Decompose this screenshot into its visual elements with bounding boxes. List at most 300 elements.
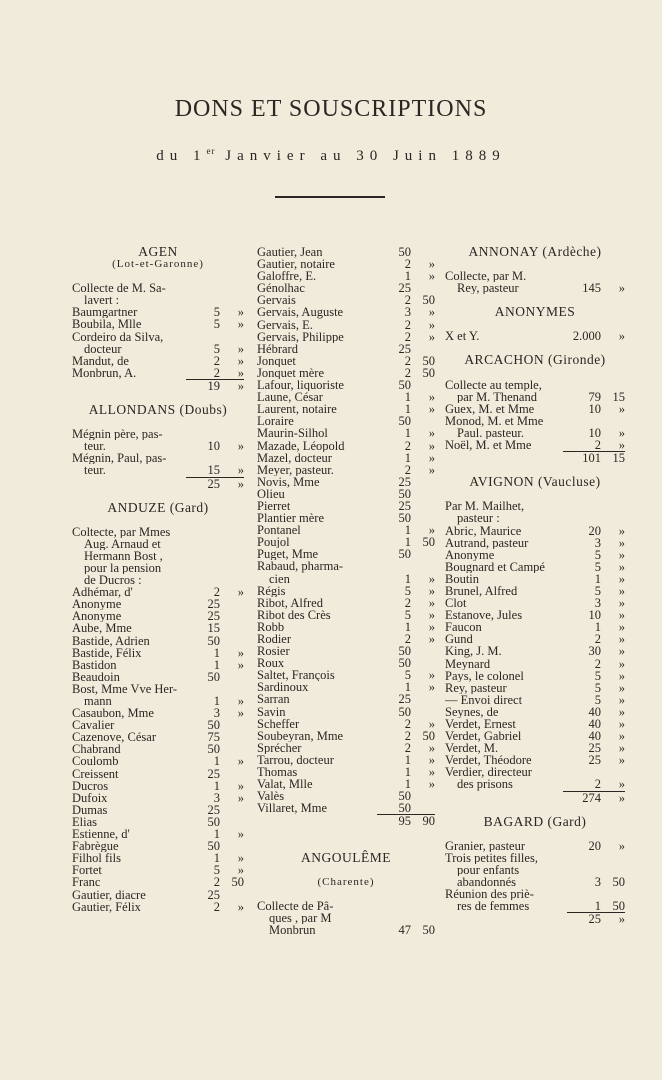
donor-name: Réunion des priè- — [445, 888, 534, 901]
amount-centimes: » — [618, 729, 625, 744]
amount-centimes: » — [237, 827, 244, 842]
amount-francs: 5 — [404, 668, 411, 683]
amount-centimes — [411, 476, 435, 488]
donor-name: Ribot, Alfred — [257, 596, 323, 609]
donor-row — [445, 840, 625, 852]
donor-name: Laune, César — [257, 391, 323, 404]
amount-centimes: » — [237, 378, 244, 393]
amount-francs: 2 — [404, 438, 411, 453]
amount-francs: 1 — [213, 694, 220, 708]
amount-francs: 2 — [213, 365, 220, 380]
spacer — [72, 270, 244, 282]
donor-name — [445, 913, 571, 925]
donor-name: Anonyme — [72, 610, 122, 623]
amount-centimes: » — [618, 790, 625, 805]
donor-row — [445, 500, 625, 512]
amount-centimes — [601, 852, 625, 864]
donor-row — [445, 282, 625, 294]
amount-francs: 5 — [594, 559, 601, 574]
donor-row — [257, 548, 435, 560]
amount-centimes — [220, 562, 244, 574]
amount-francs: 25 — [207, 597, 220, 612]
amount-francs: 30 — [588, 644, 601, 659]
donor-name: Estienne, d' — [72, 828, 130, 841]
donor-name: Roux — [257, 657, 285, 670]
amount-centimes: » — [618, 596, 625, 611]
amount-francs: 1 — [404, 269, 411, 284]
donor-name: Gervais, Auguste — [257, 306, 344, 319]
amount-francs: 75 — [207, 730, 220, 745]
amount-francs: 25 — [588, 753, 601, 768]
donor-row — [257, 319, 435, 331]
donor-name: Gautier, diacre — [72, 888, 146, 901]
donor-name: docteur — [84, 342, 122, 355]
amount-francs — [381, 900, 411, 912]
donor-name: pour la pension — [84, 561, 162, 575]
amount-francs: 50 — [207, 669, 220, 684]
amount-centimes: » — [428, 777, 435, 792]
amount-centimes: » — [618, 644, 625, 659]
donor-row — [445, 549, 625, 561]
spacer — [72, 416, 244, 428]
amount-francs: 1 — [404, 765, 411, 780]
amount-francs: 25 — [398, 474, 411, 489]
donor-name: Cazenove, César — [72, 731, 156, 744]
donor-row — [445, 682, 625, 694]
amount-francs: 50 — [207, 742, 220, 757]
donor-name: Monod, M. et Mme — [445, 414, 544, 427]
amount-centimes: » — [428, 305, 435, 320]
section-heading: AGEN — [138, 244, 178, 259]
subtitle-sup: er — [206, 146, 216, 156]
donor-name: Jonquet mère — [257, 366, 324, 380]
amount-centimes: 15 — [612, 389, 625, 404]
donor-name: Beaudoin — [72, 670, 120, 683]
amount-francs: 50 — [398, 704, 411, 719]
amount-centimes — [220, 331, 244, 343]
donor-name — [257, 815, 381, 827]
donor-row — [72, 622, 244, 634]
amount-francs: 2 — [594, 656, 601, 671]
donor-name: Gervais, E. — [257, 318, 313, 331]
donor-name: ques , par M — [269, 911, 332, 924]
spacer — [445, 367, 625, 379]
amount-centimes: » — [428, 752, 435, 767]
donor-row — [72, 901, 244, 913]
donor-name: Chabrand — [72, 743, 121, 756]
donor-name: Elias — [72, 815, 97, 829]
amount-centimes — [411, 560, 435, 572]
subtitle-post: Janvier au 30 Juin 1889 — [215, 148, 506, 164]
donor-row — [257, 464, 435, 476]
amount-centimes: » — [237, 899, 244, 914]
amount-francs: 25 — [207, 802, 220, 817]
donor-name: Loraire — [257, 415, 294, 428]
amount-francs — [571, 852, 601, 864]
donor-name: Trois petites filles, — [445, 851, 538, 864]
amount-francs: 25 — [207, 609, 220, 624]
amount-francs: 101 — [582, 451, 601, 466]
donor-row — [72, 282, 244, 294]
donor-row — [445, 778, 625, 790]
amount-francs: 5 — [213, 317, 220, 332]
donor-name: King, J. M. — [445, 645, 502, 658]
spacer — [257, 888, 435, 900]
amount-centimes: » — [618, 559, 625, 574]
donor-row — [445, 525, 625, 537]
donor-name: Bastide, Adrien — [72, 634, 150, 647]
donor-row — [72, 755, 244, 767]
donor-row — [72, 464, 244, 476]
donor-name: Noël, M. et Mme — [445, 439, 532, 452]
title-rule — [275, 196, 385, 198]
amount-centimes — [220, 598, 244, 610]
amount-centimes — [220, 610, 244, 622]
amount-francs: 15 — [207, 463, 220, 478]
donor-name: Franc — [72, 876, 101, 889]
total-row — [445, 913, 625, 925]
donor-name: Verdet, Ernest — [445, 718, 516, 731]
amount-centimes: » — [237, 365, 244, 380]
donor-row — [257, 597, 435, 609]
amount-francs: 2 — [404, 317, 411, 332]
donor-row — [72, 889, 244, 901]
donor-name: Valès — [257, 790, 285, 803]
amount-francs: 50 — [398, 801, 411, 816]
donor-row — [445, 379, 625, 391]
amount-centimes: » — [428, 571, 435, 586]
amount-francs: 2 — [213, 353, 220, 368]
amount-centimes: » — [618, 704, 625, 719]
donor-name: Dumas — [72, 803, 108, 816]
donor-name: Hermann Bost , — [84, 549, 163, 562]
donor-name: Soubeyran, Mme — [257, 729, 344, 742]
amount-centimes: » — [618, 753, 625, 768]
donor-name: Jonquet — [257, 354, 296, 367]
amount-francs: 25 — [588, 912, 601, 927]
amount-centimes: » — [618, 717, 625, 731]
donor-name: Hébrard — [257, 342, 298, 355]
amount-francs: 145 — [582, 281, 601, 296]
donor-name: Rey, pasteur — [445, 681, 507, 694]
total-row — [72, 380, 244, 392]
amount-francs: 50 — [398, 245, 411, 259]
page-subtitle — [0, 146, 662, 165]
column-1 — [72, 246, 244, 913]
amount-centimes: » — [237, 305, 244, 320]
donor-name: Mégnin, Paul, pas- — [72, 452, 167, 465]
amount-francs: 50 — [398, 486, 411, 501]
donor-name: Filhol fils — [72, 852, 121, 865]
amount-centimes: » — [428, 390, 435, 405]
amount-centimes: » — [428, 740, 435, 755]
amount-centimes — [411, 645, 435, 657]
donor-row — [445, 537, 625, 549]
donor-row — [445, 330, 625, 342]
donor-name: Mandut, de — [72, 354, 129, 367]
donor-row — [257, 706, 435, 718]
amount-francs: 10 — [588, 425, 601, 440]
donor-row — [72, 550, 244, 562]
donor-name: Mazade, Léopold — [257, 439, 345, 452]
donor-row — [257, 802, 435, 814]
page-title: DONS ET SOUSCRIPTIONS — [174, 96, 488, 122]
total-row — [445, 792, 625, 804]
amount-francs: 50 — [398, 644, 411, 659]
donor-name: Laurent, notaire — [257, 403, 337, 416]
column-2 — [257, 246, 435, 936]
amount-centimes: » — [618, 583, 625, 598]
donor-name: Rabaud, pharma- — [257, 560, 344, 573]
amount-francs: 1 — [404, 390, 411, 405]
spacer — [445, 258, 625, 270]
amount-centimes: » — [428, 595, 435, 610]
amount-centimes: » — [237, 341, 244, 356]
donor-name: Paul. pasteur. — [457, 426, 525, 440]
donor-row — [445, 403, 625, 415]
donor-name: pour enfants — [457, 863, 520, 877]
amount-francs: 25 — [398, 498, 411, 513]
donor-name: Verdier, directeur — [445, 766, 532, 779]
donor-name: Plantier mère — [257, 512, 324, 525]
amount-centimes: » — [618, 632, 625, 647]
donor-name — [445, 792, 571, 804]
amount-centimes: » — [237, 476, 244, 491]
amount-centimes: 50 — [612, 899, 625, 914]
donor-name: Gautier, Félix — [72, 900, 141, 913]
amount-francs: 1 — [213, 851, 220, 866]
amount-centimes — [220, 538, 244, 550]
amount-centimes: » — [428, 583, 435, 598]
amount-francs: 3 — [594, 875, 601, 890]
amount-centimes: » — [428, 680, 435, 695]
amount-francs: 5 — [594, 547, 601, 562]
donor-name: Tarrou, docteur — [257, 753, 334, 767]
amount-centimes: » — [618, 547, 625, 562]
amount-centimes: » — [237, 790, 244, 805]
donor-name: Bastidon — [72, 658, 117, 671]
donor-name: res de femmes — [457, 900, 530, 913]
donor-name: X et Y. — [445, 330, 480, 343]
amount-francs: 3 — [213, 706, 220, 721]
amount-francs: 2 — [404, 462, 411, 477]
amount-francs: 2 — [404, 716, 411, 731]
amount-francs: 2 — [404, 329, 411, 344]
amount-francs: 2 — [404, 365, 411, 380]
donor-name: Aug. Arnaud et — [84, 537, 161, 550]
amount-centimes: » — [237, 657, 244, 672]
amount-francs — [190, 282, 220, 294]
amount-francs: 5 — [213, 341, 220, 356]
amount-francs: 50 — [398, 789, 411, 804]
donor-row — [445, 512, 625, 524]
section-heading: ARCACHON (Gironde) — [464, 352, 606, 368]
amount-francs: 50 — [207, 718, 220, 733]
amount-centimes: 50 — [612, 875, 625, 890]
donor-row — [72, 318, 244, 330]
amount-francs: 2 — [594, 777, 601, 792]
amount-centimes: » — [237, 439, 244, 454]
donor-name: Faucon — [445, 621, 482, 634]
amount-centimes — [411, 802, 435, 814]
amount-francs: 2 — [404, 353, 411, 368]
amount-francs: 10 — [588, 401, 601, 416]
amount-centimes: 50 — [422, 535, 435, 550]
amount-centimes: » — [237, 645, 244, 660]
donor-name: Rosier — [257, 645, 290, 658]
amount-centimes — [220, 526, 244, 538]
amount-francs: 19 — [207, 378, 220, 393]
amount-centimes — [411, 706, 435, 718]
amount-centimes: » — [237, 863, 244, 878]
section-subheading: (Charente) — [317, 875, 375, 888]
column-3 — [445, 246, 625, 925]
donor-name: Par M. Mailhet, — [445, 500, 525, 513]
amount-francs: 5 — [213, 863, 220, 878]
amount-centimes: » — [618, 620, 625, 635]
amount-centimes — [220, 804, 244, 816]
amount-centimes: » — [428, 765, 435, 780]
amount-centimes: 50 — [422, 353, 435, 368]
donor-name: Valat, Mlle — [257, 778, 313, 791]
section-subheading: (Lot-et-Garonne) — [112, 258, 204, 271]
amount-francs: 1 — [213, 657, 220, 672]
donor-row — [257, 900, 435, 912]
amount-francs: 1 — [594, 620, 601, 635]
donor-name: Collecte au temple, — [445, 378, 542, 391]
amount-francs: 47 — [398, 922, 411, 937]
amount-centimes: » — [428, 632, 435, 646]
amount-francs: 20 — [588, 523, 601, 538]
donor-name: Casaubon, Mme — [72, 707, 154, 720]
amount-centimes — [220, 671, 244, 683]
donor-row — [72, 367, 244, 379]
donor-name: Lafour, liquoriste — [257, 379, 344, 392]
subtitle-pre: du 1 — [156, 148, 207, 164]
donor-row — [257, 718, 435, 730]
amount-centimes: » — [618, 438, 625, 453]
amount-centimes: » — [618, 692, 625, 707]
donor-name: Poujol — [257, 536, 290, 549]
amount-francs: 95 — [398, 814, 411, 829]
donor-row — [72, 659, 244, 671]
donor-name: Seynes, de — [445, 705, 499, 718]
donor-row — [445, 391, 625, 403]
amount-francs: 2 — [213, 899, 220, 914]
amount-francs: 25 — [398, 341, 411, 356]
amount-francs: 3 — [404, 305, 411, 320]
donor-row — [72, 440, 244, 452]
amount-francs: 2 — [213, 585, 220, 600]
donor-name: Régis — [257, 584, 286, 597]
donor-row — [445, 852, 625, 864]
donor-name: Estanove, Jules — [445, 609, 523, 622]
donor-name: Abric, Maurice — [445, 524, 522, 537]
amount-francs: 3 — [594, 535, 601, 550]
amount-francs: 50 — [398, 378, 411, 393]
amount-francs: 20 — [588, 838, 601, 853]
amount-centimes: » — [618, 668, 625, 683]
amount-centimes: » — [428, 329, 435, 344]
donor-name: Collecte de Pâ- — [257, 899, 334, 912]
amount-francs — [571, 512, 601, 524]
amount-francs — [381, 560, 411, 572]
donor-name: Mazel, docteur — [257, 451, 332, 464]
amount-francs: 5 — [594, 680, 601, 695]
amount-centimes: 15 — [612, 451, 625, 466]
donor-row — [72, 647, 244, 659]
amount-francs: 274 — [582, 790, 601, 805]
spacer — [257, 864, 435, 876]
donor-row — [257, 440, 435, 452]
total-row — [445, 452, 625, 464]
amount-francs: 40 — [588, 717, 601, 731]
amount-centimes: » — [618, 571, 625, 586]
donor-name: Boubila, Mlle — [72, 318, 142, 331]
donor-name: Collecte de M. Sa- — [72, 282, 166, 295]
donor-row — [445, 645, 625, 657]
donor-name: Anonyme — [72, 598, 122, 611]
donor-row — [445, 876, 625, 888]
amount-centimes — [220, 768, 244, 780]
amount-centimes — [220, 282, 244, 294]
amount-centimes — [220, 635, 244, 647]
amount-francs: 25 — [207, 766, 220, 781]
donor-row — [72, 343, 244, 355]
spacer — [445, 488, 625, 500]
donor-name: Sprécher — [257, 741, 302, 754]
amount-centimes — [601, 512, 625, 524]
donor-name: des prisons — [457, 778, 513, 791]
amount-francs: 1 — [404, 619, 411, 634]
donor-row — [445, 670, 625, 682]
amount-centimes: » — [618, 425, 625, 440]
donor-row — [72, 538, 244, 550]
amount-francs: 50 — [207, 814, 220, 829]
amount-centimes: » — [428, 607, 435, 622]
donor-name: Fabrègue — [72, 840, 119, 853]
amount-francs: 1 — [213, 754, 220, 769]
donor-name: Fortet — [72, 864, 102, 877]
amount-centimes: » — [237, 754, 244, 769]
amount-centimes — [220, 622, 244, 634]
amount-centimes — [411, 500, 435, 512]
amount-francs: 2 — [404, 293, 411, 308]
donor-name: Rodier — [257, 633, 292, 646]
amount-francs: 1 — [404, 523, 411, 538]
donor-name: Robb — [257, 620, 285, 633]
donor-name: Gautier, Jean — [257, 246, 323, 259]
amount-centimes — [411, 693, 435, 705]
amount-francs: 2 — [404, 740, 411, 755]
donor-row — [445, 658, 625, 670]
donor-name: Pontanel — [257, 524, 301, 537]
amount-centimes — [411, 790, 435, 802]
donor-name: Meynard — [445, 657, 491, 670]
donor-row — [72, 635, 244, 647]
section-heading: ALLONDANS (Doubs) — [88, 402, 228, 418]
amount-centimes: » — [618, 912, 625, 927]
donor-name: Bastide, Félix — [72, 646, 142, 659]
donor-row — [257, 306, 435, 318]
donor-name: Génolhac — [257, 282, 305, 295]
donor-row — [257, 560, 435, 572]
amount-centimes — [220, 731, 244, 743]
donor-name: Adhémar, d' — [72, 586, 133, 599]
amount-centimes: » — [618, 741, 625, 756]
donor-name: Mégnin père, pas- — [72, 428, 163, 441]
amount-centimes: » — [237, 778, 244, 793]
